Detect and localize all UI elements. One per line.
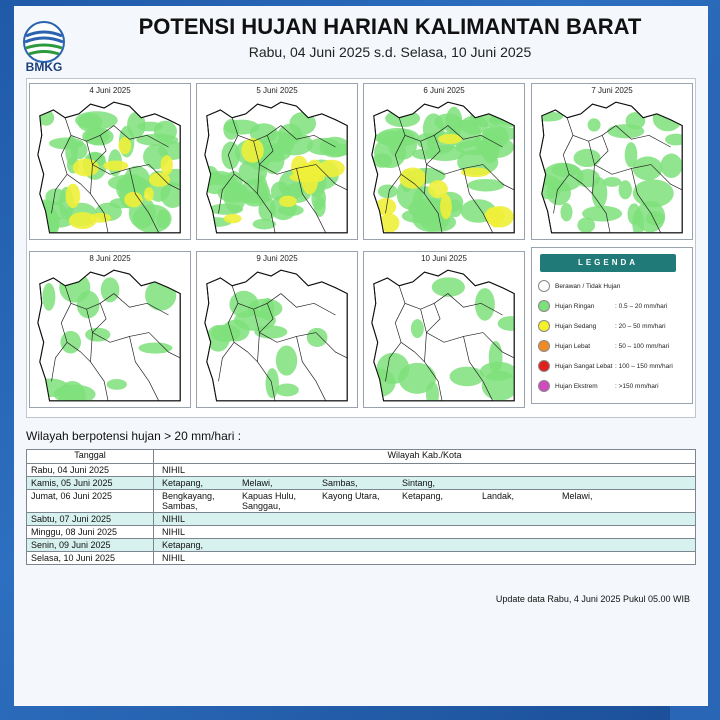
region-name: Sintang, (402, 478, 436, 488)
region-name: Landak, (482, 491, 515, 501)
region-name: Ketapang, (402, 491, 444, 501)
map-panel-date-label: 5 Juni 2025 (256, 86, 298, 95)
map-panel-date-label: 8 Juni 2025 (89, 254, 131, 263)
region-name: Kapuas Hulu, (242, 491, 297, 501)
row-date: Rabu, 04 Juni 2025 (27, 464, 154, 477)
legend-item (538, 318, 688, 334)
row-date: Selasa, 10 Juni 2025 (27, 552, 154, 565)
table-row (27, 464, 696, 477)
region-name: Ketapang, (162, 540, 204, 550)
row-regions (154, 477, 696, 490)
legend-item (538, 378, 688, 394)
row-regions (154, 513, 696, 526)
page-title: POTENSI HUJAN HARIAN KALIMANTAN BARAT (138, 14, 642, 39)
map-panel-date-label: 7 Juni 2025 (591, 86, 633, 95)
map-panel (29, 83, 191, 240)
row-regions (154, 490, 696, 513)
table-row (27, 513, 696, 526)
column-header-regions: Wilayah Kab./Kota (154, 450, 696, 464)
table-row (27, 552, 696, 565)
legend-item-range: : 50 – 100 mm/hari (615, 342, 670, 350)
map-panel (196, 251, 358, 408)
map-panel (196, 83, 358, 240)
legend (531, 247, 693, 404)
legend-item (538, 298, 688, 314)
legend-color-swatch (538, 380, 550, 392)
legend-item-name: Hujan Sangat Lebat (555, 362, 613, 370)
region-name: Melawi, (242, 478, 273, 488)
region-name: Sambas, (162, 501, 198, 511)
region-name: Sanggau, (242, 501, 281, 511)
legend-item-name: Hujan Ekstrem (555, 382, 598, 390)
legend-color-swatch (538, 320, 550, 332)
legend-item-name: Hujan Lebat (555, 342, 591, 350)
table-row (27, 477, 696, 490)
region-name: NIHIL (162, 465, 186, 475)
maps-container (26, 78, 696, 418)
row-regions (154, 552, 696, 565)
row-regions (154, 526, 696, 539)
map-panel-date-label: 9 Juni 2025 (256, 254, 298, 263)
region-name: Sambas, (322, 478, 358, 488)
legend-item-name: Hujan Sedang (555, 322, 597, 330)
region-name: NIHIL (162, 514, 186, 524)
legend-color-swatch (538, 340, 550, 352)
rainfall-map (199, 264, 355, 406)
region-name: NIHIL (162, 553, 186, 563)
rainfall-map (32, 264, 188, 406)
map-panel (363, 83, 525, 240)
date-range-subtitle: Rabu, 04 Juni 2025 s.d. Selasa, 10 Juni 2025 (248, 44, 532, 60)
row-regions (154, 539, 696, 552)
map-panel-date-label: 4 Juni 2025 (89, 86, 131, 95)
logo-text: BMKG (25, 60, 63, 74)
table-row (27, 526, 696, 539)
legend-color-swatch (538, 280, 550, 292)
legend-item-name: Hujan Ringan (555, 302, 595, 310)
wilayah-caption: Wilayah berpotensi hujan > 20 mm/hari : (26, 429, 242, 443)
row-date: Jumat, 06 Juni 2025 (27, 490, 154, 513)
legend-title: LEGENDA (540, 254, 676, 272)
row-date: Kamis, 05 Juni 2025 (27, 477, 154, 490)
legend-item (538, 358, 688, 374)
legend-item-range: : 100 – 150 mm/hari (615, 362, 673, 370)
rainfall-map (199, 96, 355, 238)
map-panel (531, 83, 693, 240)
row-regions (154, 464, 696, 477)
region-name: Kayong Utara, (322, 491, 380, 501)
table-row (27, 539, 696, 552)
legend-item (538, 338, 688, 354)
region-name: Ketapang, (162, 478, 204, 488)
rainfall-map (32, 96, 188, 238)
region-name: NIHIL (162, 527, 186, 537)
legend-color-swatch (538, 360, 550, 372)
row-date: Senin, 09 Juni 2025 (27, 539, 154, 552)
update-timestamp: Update data Rabu, 4 Juni 2025 Pukul 05.00 WIB (495, 594, 690, 604)
row-date: Sabtu, 07 Juni 2025 (27, 513, 154, 526)
rainfall-map (534, 96, 690, 238)
legend-item-range: : 20 – 50 mm/hari (615, 322, 666, 330)
wilayah-table (26, 449, 696, 565)
map-panel-date-label: 6 Juni 2025 (423, 86, 465, 95)
column-header-date: Tanggal (27, 450, 154, 464)
table-row (27, 490, 696, 513)
legend-item-range: : >150 mm/hari (615, 382, 659, 390)
map-panel-date-label: 10 Juni 2025 (421, 254, 467, 263)
row-date: Minggu, 08 Juni 2025 (27, 526, 154, 539)
legend-item (538, 278, 688, 294)
legend-item-range: : 0.5 – 20 mm/hari (615, 302, 668, 310)
rainfall-map (366, 96, 522, 238)
region-name: Melawi, (562, 491, 593, 501)
legend-color-swatch (538, 300, 550, 312)
region-name: Bengkayang, (162, 491, 215, 501)
map-panel (29, 251, 191, 408)
legend-item-name: Berawan / Tidak Hujan (555, 282, 621, 290)
rainfall-map (366, 264, 522, 406)
map-panel (363, 251, 525, 408)
